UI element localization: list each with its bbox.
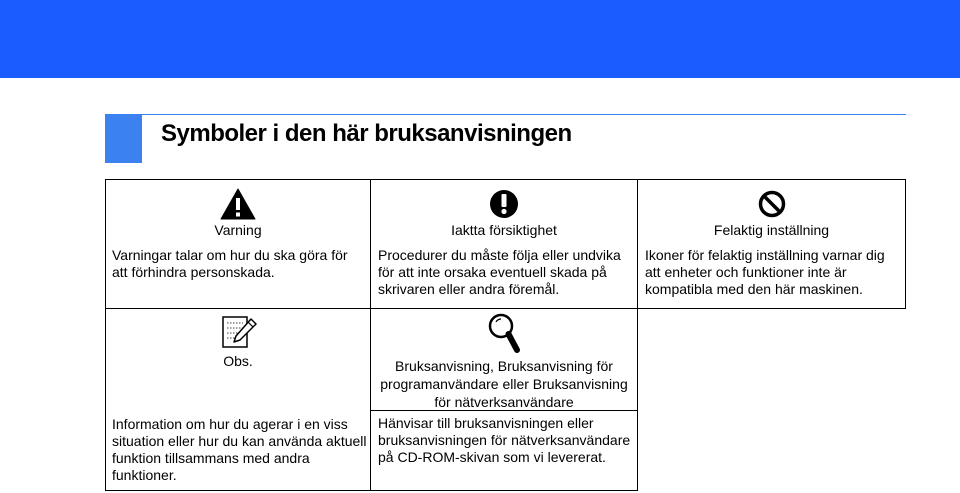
top-color-band	[0, 0, 960, 78]
symbol-text-caution: Procedurer du måste följa eller undvika för att inte orsaka eventuell skada på skrivaren eller andra föremål.	[378, 247, 621, 297]
prohibited-icon	[638, 190, 905, 223]
symbol-text-manual-reference: Hänvisar till bruksanvisningen eller bruksanvisningen för nätverksanvändare på CD-ROM-skivan som vi levererat.	[378, 415, 631, 465]
symbol-label-warning: Varning	[214, 222, 262, 238]
symbol-text-warning: Varningar talar om hur du ska göra för att förhindra personskada.	[112, 247, 348, 280]
symbol-cell-caution	[370, 179, 638, 309]
warning-triangle-icon	[106, 188, 370, 225]
symbol-cell-manual-reference	[370, 308, 638, 491]
note-pencil-icon	[106, 313, 370, 356]
caution-exclamation-icon	[371, 189, 637, 224]
symbol-cell-improper-setup	[637, 179, 906, 309]
symbol-label-caution: Iaktta försiktighet	[451, 222, 557, 238]
magnifier-icon	[371, 312, 637, 361]
symbol-cell-note	[105, 308, 371, 491]
symbol-text-improper-setup: Ikoner för felaktig inställning varnar dig att enheter och funktioner inte är kompatibla med den här maskinen.	[645, 247, 885, 297]
symbol-label-note: Obs.	[223, 353, 253, 369]
symbol-text-note: Information om hur du agerar i en viss situation eller hur du kan använda aktuell funktion tillsammans med andra funktioner.	[112, 416, 367, 483]
symbol-cell-warning	[105, 179, 371, 309]
heading-rule	[142, 114, 906, 115]
heading-accent-block	[105, 114, 142, 163]
manual-reference-divider	[371, 410, 637, 411]
symbol-label-improper-setup: Felaktig inställning	[713, 222, 830, 238]
page-title: Symboler i den här bruksanvisningen	[161, 120, 572, 147]
symbol-label-manual-reference: Bruksanvisning, Bruksanvisning för programanvändare eller Bruksanvisning för nätverksanvändare	[380, 358, 628, 410]
